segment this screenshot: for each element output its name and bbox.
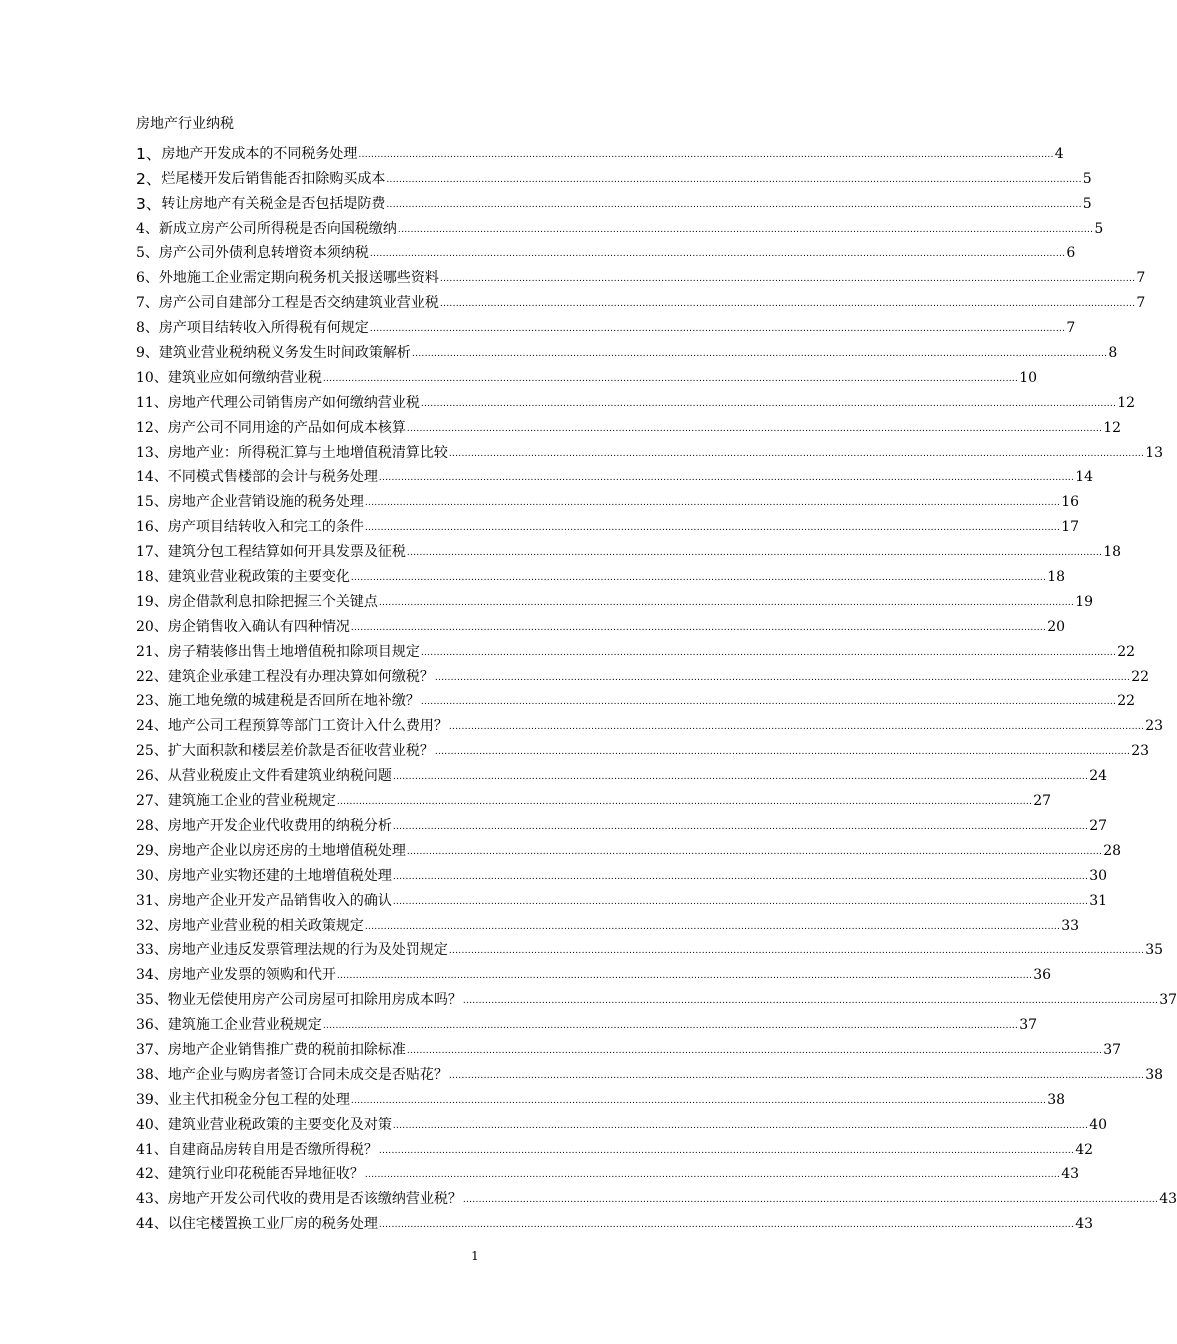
toc-dot-leader: ............................................................................................................................................................................................................................	[434, 672, 1131, 683]
toc-dot-leader: ............................................................................................................................................................................................................................	[392, 871, 1089, 882]
toc-entry-page: 24	[1089, 768, 1108, 785]
toc-entry-number: 22、	[136, 668, 168, 685]
toc-entry-page: 7	[1066, 320, 1076, 337]
toc-entry-number: 44、	[136, 1216, 168, 1233]
toc-entry-title: 扩大面积款和楼层差价款是否征收营业税？	[167, 743, 434, 760]
toc-entry[interactable]	[136, 1035, 1122, 1060]
toc-entry-page: 23	[1145, 718, 1164, 735]
toc-entry-number: 3、	[136, 194, 162, 213]
toc-dot-leader: ............................................................................................................................................................................................................................	[392, 1120, 1089, 1131]
toc-dot-leader: ............................................................................................................................................................................................................................	[350, 1095, 1047, 1106]
toc-entry[interactable]	[136, 786, 1052, 811]
toc-dot-leader: ............................................................................................................................................................................................................................	[448, 448, 1145, 459]
toc-entry-number: 4、	[136, 220, 159, 237]
toc-entry-page: 33	[1061, 917, 1080, 934]
toc-entry-number: 26、	[136, 768, 168, 785]
toc-dot-leader: ............................................................................................................................................................................................................................	[336, 971, 1033, 982]
toc-dot-leader: ............................................................................................................................................................................................................................	[392, 821, 1089, 832]
toc-entry-title: 房产公司自建部分工程是否交纳建筑业营业税	[158, 295, 439, 312]
toc-entry-number: 28、	[136, 817, 168, 834]
toc-entry-number: 39、	[136, 1091, 168, 1108]
toc-entry-page: 8	[1108, 345, 1118, 362]
toc-dot-leader: ............................................................................................................................................................................................................................	[378, 473, 1075, 484]
toc-entry[interactable]	[136, 1135, 1094, 1160]
toc-entry[interactable]	[136, 338, 1118, 363]
toc-entry-page: 38	[1047, 1091, 1066, 1108]
toc-entry-page: 17	[1061, 519, 1080, 536]
toc-entry-number: 33、	[136, 942, 168, 959]
toc-entry-title: 自建商品房转自用是否缴所得税？	[167, 1141, 378, 1158]
toc-dot-leader: ............................................................................................................................................................................................................................	[350, 622, 1047, 633]
toc-dot-leader: ............................................................................................................................................................................................................................	[406, 548, 1103, 559]
toc-entry-page: 31	[1089, 892, 1108, 909]
toc-entry-number: 29、	[136, 842, 168, 859]
toc-entry-page: 30	[1089, 867, 1108, 884]
toc-entry-number: 6、	[136, 270, 159, 287]
toc-entry-title: 建筑施工企业营业税规定	[167, 1017, 322, 1034]
toc-dot-leader: ............................................................................................................................................................................................................................	[406, 423, 1103, 434]
toc-entry-number: 21、	[136, 643, 168, 660]
toc-entry-number: 5、	[136, 245, 159, 262]
toc-entry[interactable]	[136, 711, 1164, 736]
toc-entry-number: 14、	[136, 469, 168, 486]
toc-entry-number: 19、	[136, 593, 168, 610]
toc-entry-number: 13、	[136, 444, 168, 461]
toc-entry[interactable]	[136, 612, 1066, 637]
toc-entry-page: 10	[1019, 369, 1038, 386]
toc-entry-title: 新成立房产公司所得税是否向国税缴纳	[158, 220, 397, 237]
toc-entry[interactable]	[136, 662, 1150, 687]
toc-entry-title: 房地产企业以房还房的土地增值税处理	[167, 842, 406, 859]
toc-entry[interactable]	[136, 313, 1076, 338]
toc-entry-number: 12、	[136, 419, 168, 436]
toc-entry-number: 37、	[136, 1041, 168, 1058]
toc-dot-leader: ............................................................................................................................................................................................................................	[364, 1170, 1061, 1181]
toc-entry-number: 34、	[136, 967, 168, 984]
toc-entry-page: 27	[1089, 817, 1108, 834]
toc-entry-number: 15、	[136, 494, 168, 511]
toc-entry-number: 27、	[136, 793, 168, 810]
toc-dot-leader: ............................................................................................................................................................................................................................	[406, 846, 1103, 857]
toc-entry-title: 从营业税废止文件看建筑业纳税问题	[167, 768, 392, 785]
toc-entry-title: 施工地免缴的城建税是否回所在地补缴？	[167, 693, 420, 710]
toc-dot-leader: ............................................................................................................................................................................................................................	[397, 224, 1094, 235]
toc-dot-leader: ............................................................................................................................................................................................................................	[392, 772, 1089, 783]
toc-dot-leader: ............................................................................................................................................................................................................................	[406, 1045, 1103, 1056]
toc-entry-page: 35	[1145, 942, 1164, 959]
toc-entry-title: 房地产企业营销设施的税务处理	[167, 494, 364, 511]
toc-entry-number: 32、	[136, 917, 168, 934]
toc-entry-title: 房地产开发公司代收的费用是否该缴纳营业税？	[167, 1191, 462, 1208]
toc-dot-leader: ............................................................................................................................................................................................................................	[358, 149, 1054, 160]
toc-entry[interactable]	[136, 189, 1092, 214]
toc-entry-title: 建筑业营业税纳税义务发生时间政策解析	[158, 345, 411, 362]
toc-entry-title: 房地产业违反发票管理法规的行为及处罚规定	[167, 942, 448, 959]
toc-entry-number: 16、	[136, 519, 168, 536]
toc-entry[interactable]	[136, 239, 1076, 264]
toc-entry-title: 建筑分包工程结算如何开具发票及征税	[167, 544, 406, 561]
toc-dot-leader: ............................................................................................................................................................................................................................	[386, 199, 1082, 210]
toc-dot-leader: ............................................................................................................................................................................................................................	[434, 747, 1131, 758]
toc-dot-leader: ............................................................................................................................................................................................................................	[378, 597, 1075, 608]
toc-entry-page: 23	[1131, 743, 1150, 760]
toc-entry-number: 11、	[136, 394, 168, 411]
toc-entry-page: 7	[1136, 270, 1146, 287]
toc-entry-page: 22	[1117, 643, 1136, 660]
toc-entry-page: 12	[1103, 419, 1122, 436]
toc-entry[interactable]	[136, 139, 1064, 164]
toc-entry-page: 5	[1082, 170, 1092, 187]
toc-entry-title: 房地产业实物还建的土地增值税处理	[167, 867, 392, 884]
toc-dot-leader: ............................................................................................................................................................................................................................	[448, 946, 1145, 957]
toc-entry-number: 20、	[136, 618, 168, 635]
toc-dot-leader: ............................................................................................................................................................................................................................	[420, 697, 1117, 708]
toc-entry-number: 30、	[136, 867, 168, 884]
toc-entry[interactable]	[136, 288, 1146, 313]
toc-entry-number: 23、	[136, 693, 168, 710]
toc-dot-leader: ............................................................................................................................................................................................................................	[369, 324, 1066, 335]
toc-entry-page: 19	[1075, 593, 1094, 610]
page-number: 1	[471, 1249, 479, 1263]
toc-entry[interactable]	[136, 164, 1092, 189]
toc-entry-title: 房地产开发成本的不同税务处理	[161, 145, 358, 162]
toc-dot-leader: ............................................................................................................................................................................................................................	[378, 1145, 1075, 1156]
toc-entry-title: 房地产开发企业代收费用的纳税分析	[167, 817, 392, 834]
toc-entry[interactable]	[136, 463, 1094, 488]
toc-dot-leader: ............................................................................................................................................................................................................................	[448, 1070, 1145, 1081]
toc-entry-page: 42	[1075, 1141, 1094, 1158]
toc-entry-page: 27	[1033, 793, 1052, 810]
toc-dot-leader: ............................................................................................................................................................................................................................	[364, 921, 1061, 932]
toc-entry[interactable]	[136, 214, 1104, 239]
toc-entry[interactable]	[136, 637, 1136, 662]
toc-dot-leader: ............................................................................................................................................................................................................................	[462, 996, 1159, 1007]
toc-entry-title: 以住宅楼置换工业厂房的税务处理	[167, 1216, 378, 1233]
toc-entry-page: 43	[1075, 1216, 1094, 1233]
toc-entry-title: 房产公司不同用途的产品如何成本核算	[167, 419, 406, 436]
toc-entry[interactable]	[136, 512, 1080, 537]
toc-entry-title: 房产项目结转收入所得税有何规定	[158, 320, 369, 337]
toc-entry-page: 4	[1054, 145, 1064, 162]
toc-dot-leader: ............................................................................................................................................................................................................................	[420, 398, 1117, 409]
toc-entry-title: 外地施工企业需定期向税务机关报送哪些资料	[158, 270, 439, 287]
toc-entry[interactable]	[136, 537, 1122, 562]
toc-dot-leader: ............................................................................................................................................................................................................................	[322, 1021, 1019, 1032]
toc-dot-leader: ............................................................................................................................................................................................................................	[448, 722, 1145, 733]
toc-entry-page: 37	[1103, 1041, 1122, 1058]
toc-entry-number: 43、	[136, 1191, 168, 1208]
toc-entry-title: 房地产代理公司销售房产如何缴纳营业税	[167, 394, 420, 411]
toc-entry[interactable]	[136, 487, 1080, 512]
toc-entry-number: 31、	[136, 892, 168, 909]
toc-entry-title: 转让房地产有关税金是否包括堤防费	[161, 195, 386, 212]
toc-entry-number: 36、	[136, 1017, 168, 1034]
toc-dot-leader: ............................................................................................................................................................................................................................	[364, 498, 1061, 509]
toc-entry-title: 地产企业与购房者签订合同未成交是否贴花？	[167, 1066, 448, 1083]
toc-entry[interactable]	[136, 388, 1136, 413]
toc-entry-page: 43	[1061, 1166, 1080, 1183]
toc-dot-leader: ............................................................................................................................................................................................................................	[364, 523, 1061, 534]
toc-entry-page: 13	[1145, 444, 1164, 461]
toc-entry-page: 37	[1159, 992, 1177, 1009]
toc-entry-page: 28	[1103, 842, 1122, 859]
toc-entry[interactable]	[136, 886, 1108, 911]
toc-entry-page: 37	[1019, 1017, 1038, 1034]
toc-dot-leader: ............................................................................................................................................................................................................................	[420, 647, 1117, 658]
toc-entry-title: 房地产企业销售推广费的税前扣除标准	[167, 1041, 406, 1058]
toc-entry-page: 7	[1136, 295, 1146, 312]
toc-dot-leader: ............................................................................................................................................................................................................................	[336, 797, 1033, 808]
document-title: 房地产行业纳税	[136, 116, 234, 132]
toc-entry-page: 5	[1082, 195, 1092, 212]
toc-entry[interactable]	[136, 413, 1122, 438]
toc-entry-page: 14	[1075, 469, 1094, 486]
toc-entry[interactable]	[136, 861, 1108, 886]
toc-entry-page: 22	[1131, 668, 1150, 685]
toc-entry[interactable]	[136, 911, 1080, 936]
toc-entry-number: 41、	[136, 1141, 168, 1158]
toc-entry[interactable]	[136, 263, 1146, 288]
toc-entry-number: 35、	[136, 992, 168, 1009]
toc-entry-title: 地产公司工程预算等部门工资计入什么费用？	[167, 718, 448, 735]
toc-entry-page: 18	[1047, 569, 1066, 586]
toc-entry-page: 22	[1117, 693, 1136, 710]
toc-entry-title: 房企销售收入确认有四种情况	[167, 618, 350, 635]
toc-entry[interactable]	[136, 438, 1164, 463]
toc-entry-number: 7、	[136, 295, 159, 312]
toc-entry[interactable]	[136, 761, 1108, 786]
toc-entry-number: 24、	[136, 718, 168, 735]
toc-entry[interactable]	[136, 1209, 1094, 1234]
toc-entry-number: 8、	[136, 320, 159, 337]
toc-entry-page: 16	[1061, 494, 1080, 511]
toc-entry-number: 1、	[136, 144, 162, 163]
toc-entry[interactable]	[136, 1184, 1177, 1209]
toc-entry-number: 18、	[136, 569, 168, 586]
toc-dot-leader: ............................................................................................................................................................................................................................	[411, 349, 1108, 360]
toc-entry-title: 不同模式售楼部的会计与税务处理	[167, 469, 378, 486]
toc-dot-leader: ............................................................................................................................................................................................................................	[369, 249, 1066, 260]
toc-entry-page: 36	[1033, 967, 1052, 984]
toc-entry-title: 房子精装修出售土地增值税扣除项目规定	[167, 643, 420, 660]
toc-entry[interactable]	[136, 811, 1108, 836]
toc-entry-page: 12	[1117, 394, 1136, 411]
toc-entry[interactable]	[136, 985, 1177, 1010]
toc-entry-title: 房地产业：所得税汇算与土地增值税清算比较	[167, 444, 448, 461]
toc-entry[interactable]	[136, 1060, 1164, 1085]
toc-entry-page: 18	[1103, 544, 1122, 561]
toc-entry[interactable]	[136, 936, 1164, 961]
toc-entry-number: 2、	[136, 169, 162, 188]
table-of-contents	[136, 139, 1177, 1234]
toc-entry-number: 9、	[136, 345, 159, 362]
toc-dot-leader: ............................................................................................................................................................................................................................	[322, 373, 1019, 384]
toc-entry[interactable]	[136, 562, 1066, 587]
toc-dot-leader: ............................................................................................................................................................................................................................	[378, 1220, 1075, 1231]
toc-entry-number: 42、	[136, 1166, 168, 1183]
toc-entry-page: 40	[1089, 1116, 1108, 1133]
toc-entry[interactable]	[136, 836, 1122, 861]
toc-entry-title: 房地产业发票的领购和代开	[167, 967, 336, 984]
toc-entry-page: 43	[1159, 1191, 1177, 1208]
toc-entry-title: 建筑业营业税政策的主要变化及对策	[167, 1116, 392, 1133]
toc-entry[interactable]	[136, 1085, 1066, 1110]
toc-entry-title: 房地产业营业税的相关政策规定	[167, 917, 364, 934]
toc-entry-title: 建筑施工企业的营业税规定	[167, 793, 336, 810]
toc-entry[interactable]	[136, 587, 1094, 612]
toc-entry-title: 建筑行业印花税能否异地征收？	[167, 1166, 364, 1183]
toc-entry[interactable]	[136, 687, 1136, 712]
toc-entry-number: 25、	[136, 743, 168, 760]
toc-dot-leader: ............................................................................................................................................................................................................................	[350, 573, 1047, 584]
toc-entry-page: 6	[1066, 245, 1076, 262]
toc-entry-title: 房地产企业开发产品销售收入的确认	[167, 892, 392, 909]
toc-dot-leader: ............................................................................................................................................................................................................................	[392, 896, 1089, 907]
toc-entry-title: 房企借款利息扣除把握三个关键点	[167, 593, 378, 610]
toc-entry-title: 物业无偿使用房产公司房屋可扣除用房成本吗？	[167, 992, 462, 1009]
toc-entry-page: 38	[1145, 1066, 1164, 1083]
toc-entry[interactable]	[136, 363, 1038, 388]
toc-entry-page: 20	[1047, 618, 1066, 635]
toc-entry-title: 房产公司外债利息转增资本须纳税	[158, 245, 369, 262]
toc-dot-leader: ............................................................................................................................................................................................................................	[439, 299, 1136, 310]
toc-dot-leader: ............................................................................................................................................................................................................................	[462, 1195, 1159, 1206]
toc-entry-title: 建筑企业承建工程没有办理决算如何缴税？	[167, 668, 434, 685]
toc-dot-leader: ............................................................................................................................................................................................................................	[439, 274, 1136, 285]
toc-entry[interactable]	[136, 1160, 1080, 1185]
toc-entry-page: 5	[1094, 220, 1104, 237]
toc-entry[interactable]	[136, 1010, 1038, 1035]
toc-entry[interactable]	[136, 960, 1052, 985]
toc-entry-title: 建筑业营业税政策的主要变化	[167, 569, 350, 586]
toc-dot-leader: ............................................................................................................................................................................................................................	[386, 174, 1082, 185]
toc-entry-title: 建筑业应如何缴纳营业税	[167, 369, 322, 386]
toc-entry-title: 业主代扣税金分包工程的处理	[167, 1091, 350, 1108]
toc-entry-number: 38、	[136, 1066, 168, 1083]
toc-entry[interactable]	[136, 1110, 1108, 1135]
toc-entry-title: 烂尾楼开发后销售能否扣除购买成本	[161, 170, 386, 187]
toc-entry[interactable]	[136, 736, 1150, 761]
toc-entry-number: 10、	[136, 369, 168, 386]
toc-entry-number: 17、	[136, 544, 168, 561]
toc-entry-title: 房产项目结转收入和完工的条件	[167, 519, 364, 536]
toc-entry-number: 40、	[136, 1116, 168, 1133]
